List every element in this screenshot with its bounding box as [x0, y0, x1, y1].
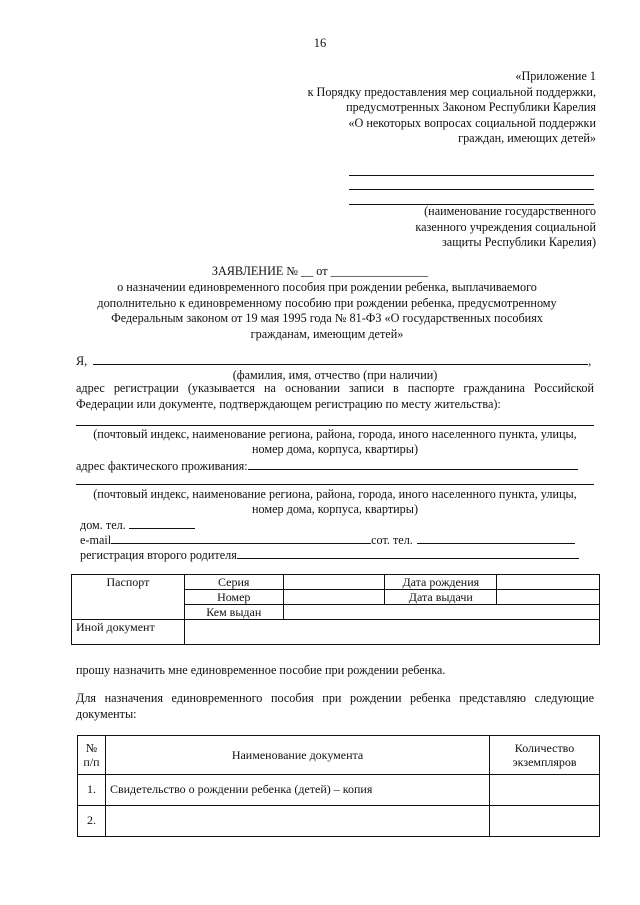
applicant-caption: (фамилия, имя, отчество (при наличии) [232, 368, 438, 382]
doc-row-count[interactable] [490, 806, 600, 837]
mobile-label: сот. тел. [371, 533, 413, 547]
appendix-line: предусмотренных Законом Республики Карелия [346, 100, 596, 114]
request-text: прошу назначить мне единовременное пособие при рождении ребенка. [76, 663, 446, 677]
issue-date-label: Дата выдачи [385, 590, 497, 605]
doc-row-count[interactable] [490, 775, 600, 806]
passport-label: Паспорт [72, 575, 185, 620]
second-parent-label: регистрация второго родителя [80, 548, 237, 562]
reg-address-field[interactable] [76, 425, 594, 426]
org-caption-line: (наименование государственного [424, 204, 596, 218]
actual-address-field[interactable] [248, 458, 578, 470]
appendix-line: «О некоторых вопросах социальной поддержки [348, 115, 596, 130]
birth-date-field[interactable] [497, 575, 600, 590]
actual-address-caption: (почтовый индекс, наименование региона, района, города, иного населенного пункта, улицы, [93, 487, 577, 501]
subtitle-line: гражданам, имеющим детей» [250, 326, 404, 341]
page-number: 16 [313, 36, 327, 50]
documents-table [77, 735, 600, 837]
org-name-line-1 [349, 175, 594, 176]
other-doc-field[interactable] [184, 620, 599, 645]
subtitle-line: дополнительно к единовременному пособию при рождении ребенка, предусмотренному [97, 295, 557, 310]
org-caption [415, 204, 596, 251]
org-name-line-2 [349, 189, 594, 190]
doc-row-name[interactable] [105, 806, 489, 837]
actual-address-label: адрес фактического проживания: [76, 459, 248, 473]
applicant-name-field[interactable] [93, 353, 588, 365]
appendix-line: граждан, имеющих детей» [458, 131, 596, 145]
passport-table [71, 574, 600, 645]
home-phone-field[interactable] [129, 517, 195, 529]
series-label: Серия [184, 575, 283, 590]
number-label: Номер [184, 590, 283, 605]
issued-by-field[interactable] [283, 605, 599, 620]
series-field[interactable] [283, 575, 385, 590]
docs-header-count: Количество экземпляров [490, 736, 600, 775]
email-label: e-mail [80, 533, 112, 547]
actual-address-caption: номер дома, корпуса, квартиры) [251, 502, 419, 516]
other-doc-label: Иной документ [72, 620, 185, 645]
docs-header-number: № п/п [78, 736, 106, 775]
appendix-line: к Порядку предоставления мер социальной поддержки, [307, 84, 596, 99]
email-field[interactable] [111, 532, 371, 544]
table-row [78, 806, 600, 837]
actual-address-field-2[interactable] [76, 484, 594, 485]
docs-intro: Для назначения единовременного пособия при рождении ребенка представляю следующие документы: [76, 691, 594, 721]
home-phone-label: дом. тел. [80, 518, 126, 532]
applicant-suffix: , [588, 354, 592, 368]
application-title: ЗАЯВЛЕНИЕ № __ от ________________ [211, 264, 429, 278]
reg-address-caption: номер дома, корпуса, квартиры) [251, 442, 419, 456]
reg-address-caption: (почтовый индекс, наименование региона, района, города, иного населенного пункта, улицы, [93, 427, 577, 441]
birth-date-label: Дата рождения [385, 575, 497, 590]
mobile-field[interactable] [417, 532, 575, 544]
doc-row-number: 1. [78, 775, 106, 806]
issued-by-label: Кем выдан [184, 605, 283, 620]
applicant-prefix: Я, [76, 354, 88, 368]
doc-row-name: Свидетельство о рождении ребенка (детей) – копия [105, 775, 489, 806]
second-parent-row [80, 547, 579, 564]
doc-row-number: 2. [78, 806, 106, 837]
docs-header-name: Наименование документа [105, 736, 489, 775]
table-row [78, 775, 600, 806]
application-subtitle [60, 280, 594, 342]
second-parent-field[interactable] [237, 547, 579, 559]
org-caption-line: казенного учреждения социальной [415, 219, 596, 234]
org-caption-line: защиты Республики Карелия) [441, 235, 596, 249]
subtitle-line: о назначении единовременного пособия при рождении ребенка, выплачиваемого [117, 280, 537, 294]
actual-address-row [76, 458, 578, 475]
appendix-line: «Приложение 1 [515, 69, 596, 83]
number-field[interactable] [283, 590, 385, 605]
appendix-header [308, 69, 596, 147]
issue-date-field[interactable] [497, 590, 600, 605]
reg-address-label: адрес регистрации (указывается на основании записи в паспорте гражданина Российской Федерации или документе, подтверждающем регистрацию по месту жительства): [76, 381, 594, 411]
subtitle-line: Федеральным законом от 19 мая 1995 года № 81-ФЗ «О государственных пособиях [111, 311, 543, 325]
